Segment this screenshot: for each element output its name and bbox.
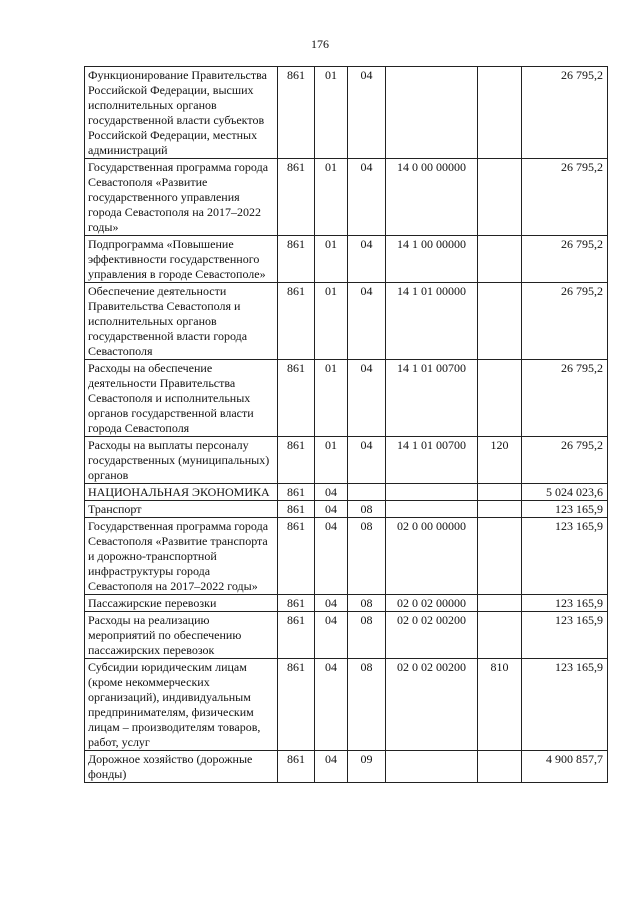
row-section-code: 01	[315, 159, 348, 236]
row-ministry-code: 861	[278, 437, 315, 484]
row-section-code: 04	[315, 595, 348, 612]
row-ministry-code: 861	[278, 751, 315, 783]
row-target-code: 02 0 02 00200	[386, 612, 478, 659]
row-expense-type-code	[478, 612, 522, 659]
row-name: Функционирование Правительства Российской Федерации, высших исполнительных органов государственной власти субъектов Российской Федерации, местных администраций	[85, 67, 278, 159]
table-row	[85, 501, 608, 518]
row-ministry-code: 861	[278, 595, 315, 612]
row-name: Дорожное хозяйство (дорожные фонды)	[85, 751, 278, 783]
row-target-code: 14 1 01 00700	[386, 437, 478, 484]
row-subsection-code: 08	[348, 612, 386, 659]
row-target-code: 14 1 01 00000	[386, 283, 478, 360]
row-target-code	[386, 67, 478, 159]
row-target-code: 14 1 01 00700	[386, 360, 478, 437]
row-section-code: 04	[315, 751, 348, 783]
row-target-code: 02 0 02 00000	[386, 595, 478, 612]
row-subsection-code: 04	[348, 283, 386, 360]
row-section-code: 01	[315, 236, 348, 283]
row-ministry-code: 861	[278, 612, 315, 659]
row-amount: 123 165,9	[522, 612, 608, 659]
row-section-code: 04	[315, 518, 348, 595]
row-name: Государственная программа города Севастополя «Развитие транспорта и дорожно-транспортной инфраструктуры города Севастополя на 2017–2022 годы»	[85, 518, 278, 595]
row-name: Расходы на обеспечение деятельности Правительства Севастополя и исполнительных органов государственной власти города Севастополя	[85, 360, 278, 437]
row-target-code: 14 1 00 00000	[386, 236, 478, 283]
row-ministry-code: 861	[278, 518, 315, 595]
row-target-code	[386, 751, 478, 783]
table-row	[85, 751, 608, 783]
row-amount: 26 795,2	[522, 67, 608, 159]
row-amount: 26 795,2	[522, 159, 608, 236]
table-row	[85, 159, 608, 236]
row-name: Транспорт	[85, 501, 278, 518]
row-expense-type-code	[478, 283, 522, 360]
row-target-code: 02 0 00 00000	[386, 518, 478, 595]
row-amount: 123 165,9	[522, 518, 608, 595]
row-subsection-code: 04	[348, 236, 386, 283]
row-amount: 26 795,2	[522, 437, 608, 484]
row-name: Подпрограмма «Повышение эффективности государственного управления в городе Севастополе»	[85, 236, 278, 283]
row-amount: 26 795,2	[522, 283, 608, 360]
row-subsection-code	[348, 484, 386, 501]
row-section-code: 04	[315, 484, 348, 501]
row-target-code: 14 0 00 00000	[386, 159, 478, 236]
table-row	[85, 659, 608, 751]
row-amount: 5 024 023,6	[522, 484, 608, 501]
row-expense-type-code	[478, 159, 522, 236]
row-expense-type-code	[478, 360, 522, 437]
row-subsection-code: 04	[348, 67, 386, 159]
table-row	[85, 67, 608, 159]
row-amount: 26 795,2	[522, 360, 608, 437]
row-amount: 123 165,9	[522, 659, 608, 751]
row-target-code	[386, 484, 478, 501]
row-target-code: 02 0 02 00200	[386, 659, 478, 751]
row-section-code: 04	[315, 501, 348, 518]
row-section-code: 04	[315, 612, 348, 659]
table-row	[85, 595, 608, 612]
row-name: НАЦИОНАЛЬНАЯ ЭКОНОМИКА	[85, 484, 278, 501]
row-name: Обеспечение деятельности Правительства Севастополя и исполнительных органов государственной власти города Севастополя	[85, 283, 278, 360]
row-expense-type-code	[478, 518, 522, 595]
row-expense-type-code: 120	[478, 437, 522, 484]
row-name: Расходы на реализацию мероприятий по обеспечению пассажирских перевозок	[85, 612, 278, 659]
row-ministry-code: 861	[278, 484, 315, 501]
row-ministry-code: 861	[278, 67, 315, 159]
table-row	[85, 437, 608, 484]
row-ministry-code: 861	[278, 159, 315, 236]
row-subsection-code: 08	[348, 518, 386, 595]
row-amount: 123 165,9	[522, 501, 608, 518]
row-name: Расходы на выплаты персоналу государственных (муниципальных) органов	[85, 437, 278, 484]
row-ministry-code: 861	[278, 659, 315, 751]
row-subsection-code: 04	[348, 159, 386, 236]
row-name: Государственная программа города Севастополя «Развитие государственного управления города Севастополя на 2017–2022 годы»	[85, 159, 278, 236]
budget-table	[84, 66, 608, 783]
row-subsection-code: 09	[348, 751, 386, 783]
row-section-code: 01	[315, 437, 348, 484]
row-amount: 123 165,9	[522, 595, 608, 612]
row-section-code: 01	[315, 360, 348, 437]
row-subsection-code: 08	[348, 595, 386, 612]
row-target-code	[386, 501, 478, 518]
table-row	[85, 283, 608, 360]
table-row	[85, 518, 608, 595]
page-number: 176	[311, 37, 329, 51]
table-row	[85, 484, 608, 501]
row-expense-type-code	[478, 484, 522, 501]
row-ministry-code: 861	[278, 236, 315, 283]
row-ministry-code: 861	[278, 501, 315, 518]
table-row	[85, 236, 608, 283]
table-body	[85, 67, 608, 783]
row-subsection-code: 04	[348, 360, 386, 437]
row-amount: 26 795,2	[522, 236, 608, 283]
row-expense-type-code	[478, 595, 522, 612]
row-section-code: 01	[315, 67, 348, 159]
row-expense-type-code	[478, 67, 522, 159]
table-row	[85, 612, 608, 659]
table-row	[85, 360, 608, 437]
row-section-code: 04	[315, 659, 348, 751]
row-name: Субсидии юридическим лицам (кроме некоммерческих организаций), индивидуальным предпринимателям, физическим лицам – производителям товаров, работ, услуг	[85, 659, 278, 751]
row-subsection-code: 08	[348, 501, 386, 518]
row-name: Пассажирские перевозки	[85, 595, 278, 612]
row-amount: 4 900 857,7	[522, 751, 608, 783]
row-subsection-code: 08	[348, 659, 386, 751]
row-expense-type-code: 810	[478, 659, 522, 751]
row-section-code: 01	[315, 283, 348, 360]
row-subsection-code: 04	[348, 437, 386, 484]
row-ministry-code: 861	[278, 360, 315, 437]
row-expense-type-code	[478, 501, 522, 518]
row-ministry-code: 861	[278, 283, 315, 360]
row-expense-type-code	[478, 236, 522, 283]
row-expense-type-code	[478, 751, 522, 783]
